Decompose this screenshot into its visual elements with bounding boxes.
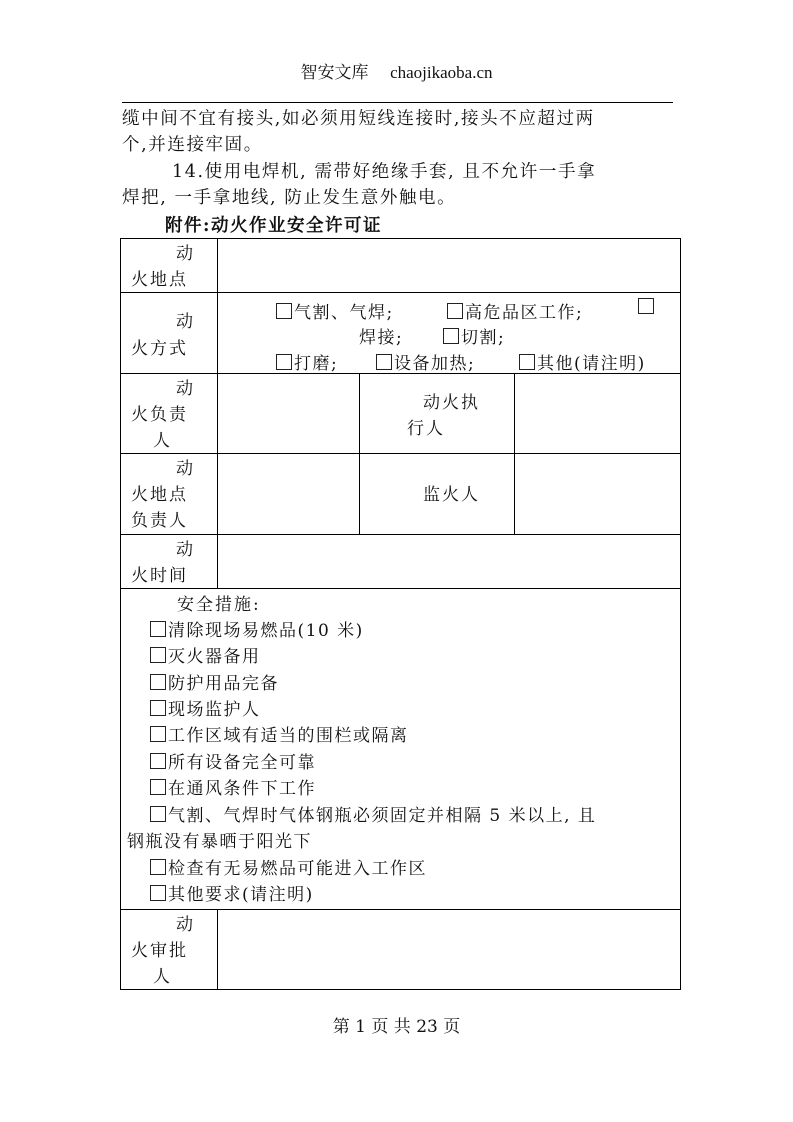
safety-item-check-flammables[interactable]: 检查有无易燃品可能进入工作区 (150, 856, 427, 882)
safety-item-clear-flammables[interactable]: 清除现场易燃品(10 米) (150, 618, 364, 644)
page-number: 第 1 页 共 23 页 (332, 1017, 461, 1037)
location-input[interactable] (218, 239, 680, 292)
safety-item-gas-cylinders[interactable]: 气割、气焊时气体钢瓶必须固定并相隔 5 米以上, 且 (150, 803, 596, 829)
checkbox-icon[interactable] (150, 885, 166, 901)
checkbox-icon[interactable] (150, 779, 166, 795)
checkbox-icon[interactable] (150, 647, 166, 663)
approver-label-3: 人 (153, 967, 172, 987)
checkbox-icon[interactable] (150, 806, 166, 822)
checkbox-icon[interactable] (150, 674, 166, 690)
header-rule (122, 102, 673, 103)
safety-item-ventilation[interactable]: 在通风条件下工作 (150, 776, 316, 802)
responsible-label-1: 动 (176, 379, 195, 399)
safety-item-site-guardian[interactable]: 现场监护人 (150, 697, 261, 723)
checkbox-icon[interactable] (150, 753, 166, 769)
site-name: 智安文库 (300, 63, 369, 83)
method-option-cutting[interactable]: 切割; (443, 323, 505, 348)
time-input[interactable] (218, 535, 680, 588)
table-border-right (680, 238, 681, 990)
site-responsible-label-3: 负责人 (131, 511, 188, 531)
responsible-input[interactable] (218, 374, 358, 453)
checkbox-icon[interactable] (150, 700, 166, 716)
executor-label-2: 行人 (407, 419, 445, 439)
row-divider (120, 292, 681, 293)
location-label-1: 动 (176, 244, 195, 264)
site-responsible-label-2: 火地点 (131, 485, 188, 505)
row-divider (120, 588, 681, 589)
method-option-welding[interactable] (638, 298, 656, 318)
checkbox-icon[interactable] (519, 354, 535, 370)
time-label-1: 动 (176, 540, 195, 560)
checkbox-icon[interactable] (150, 726, 166, 742)
site-domain: chaojikaoba.cn (390, 63, 493, 82)
table-border-bottom (120, 989, 681, 990)
table-border-left (120, 238, 121, 990)
approver-label-1: 动 (176, 915, 195, 935)
method-label-2: 火方式 (131, 339, 188, 359)
safety-item-fencing[interactable]: 工作区域有适当的围栏或隔离 (150, 723, 409, 749)
body-line-1: 缆中间不宜有接头,如必须用短线连接时,接头不应超过两 (122, 109, 595, 129)
responsible-label-3: 人 (153, 431, 172, 451)
responsible-label-2: 火负责 (131, 405, 188, 425)
checkbox-icon[interactable] (150, 621, 166, 637)
method-option-grinding[interactable]: 打磨; (276, 349, 338, 374)
checkbox-icon[interactable] (276, 303, 292, 319)
safety-item-gas-cylinders-continuation: 钢瓶没有暴晒于阳光下 (127, 832, 312, 852)
safety-item-extinguisher[interactable]: 灭火器备用 (150, 644, 261, 670)
executor-label-1: 动火执 (423, 393, 480, 413)
approver-input[interactable] (218, 910, 680, 989)
site-responsible-label-1: 动 (176, 459, 195, 479)
page-header (0, 58, 793, 83)
checkbox-icon[interactable] (443, 328, 459, 344)
method-option-other[interactable]: 其他(请注明) (519, 349, 646, 374)
time-label-2: 火时间 (131, 566, 188, 586)
safety-item-protective-gear[interactable]: 防护用品完备 (150, 671, 279, 697)
location-label-2: 火地点 (131, 270, 188, 290)
body-line-3: 14.使用电焊机, 需带好绝缘手套, 且不允许一手拿 (172, 162, 597, 182)
attachment-title: 附件:动火作业安全许可证 (165, 216, 382, 236)
fire-watch-input[interactable] (515, 454, 680, 534)
approver-label-2: 火审批 (131, 941, 188, 961)
executor-input[interactable] (515, 374, 680, 453)
column-divider (359, 373, 360, 534)
method-option-welding-label: 焊接; (359, 328, 404, 348)
checkbox-icon[interactable] (376, 354, 392, 370)
safety-item-other[interactable]: 其他要求(请注明) (150, 882, 314, 908)
checkbox-icon[interactable] (150, 859, 166, 875)
method-option-high-risk-area[interactable]: 高危品区工作; (447, 298, 583, 323)
site-responsible-input[interactable] (218, 454, 358, 534)
method-label-1: 动 (176, 312, 195, 332)
checkbox-icon[interactable] (447, 303, 463, 319)
fire-watch-label: 监火人 (423, 485, 480, 505)
method-option-equipment-heating[interactable]: 设备加热; (376, 349, 475, 374)
method-option-gas-cutting[interactable]: 气割、气焊; (276, 298, 394, 323)
body-line-2: 个,并连接牢固。 (122, 135, 263, 155)
body-line-4: 焊把, 一手拿地线, 防止发生意外触电。 (122, 188, 457, 208)
checkbox-icon[interactable] (638, 298, 654, 314)
safety-title: 安全措施: (177, 595, 261, 615)
checkbox-icon[interactable] (276, 354, 292, 370)
safety-item-equipment-reliable[interactable]: 所有设备完全可靠 (150, 750, 316, 776)
